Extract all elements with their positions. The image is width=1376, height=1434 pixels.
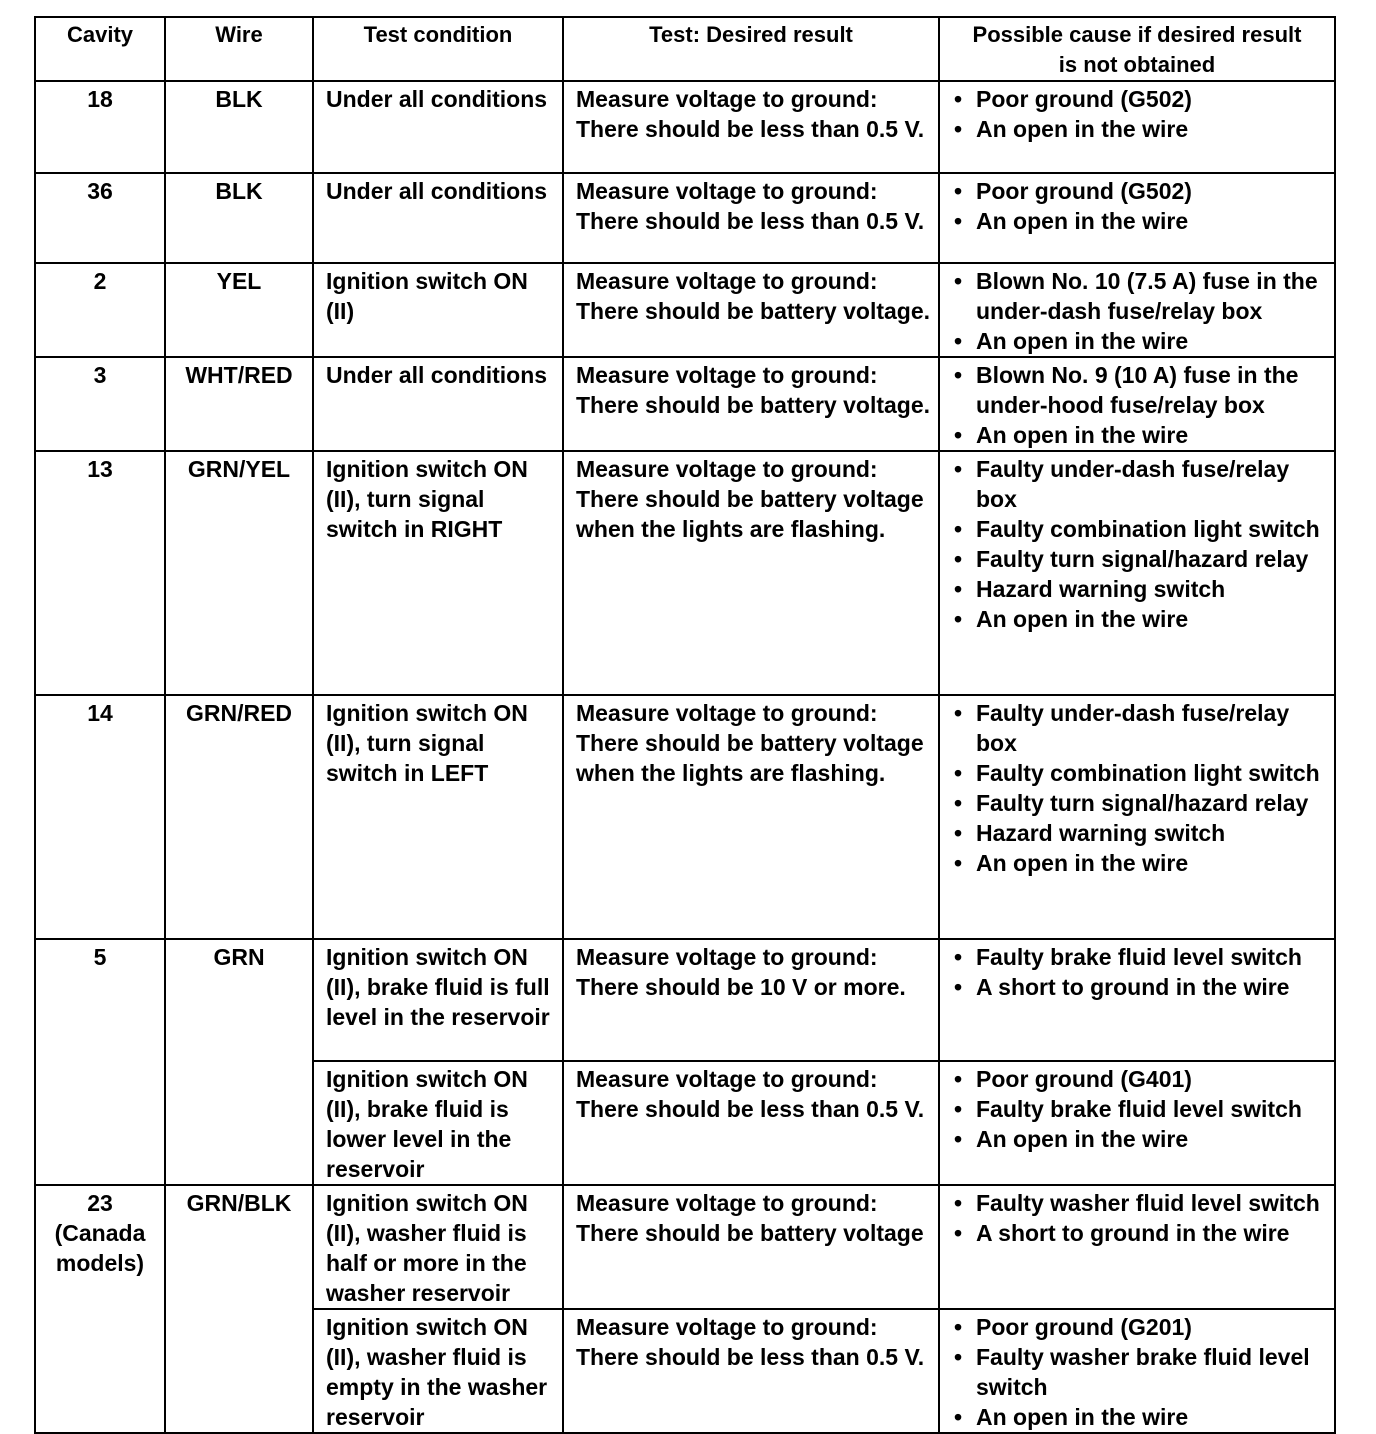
result-cell: Measure voltage to ground: There should be less than 0.5 V. xyxy=(563,1061,939,1185)
wire-cell: GRN/RED xyxy=(165,695,313,939)
result-cell: Measure voltage to ground: There should be less than 0.5 V. xyxy=(563,173,939,263)
cavity-cell xyxy=(35,1185,165,1433)
header-wire: Wire xyxy=(165,17,313,81)
result-cell: Measure voltage to ground: There should be battery voltage when the lights are flashing. xyxy=(563,451,939,695)
header-cavity: Cavity xyxy=(35,17,165,81)
wire-cell: BLK xyxy=(165,173,313,263)
cause-item: • An open in the wire xyxy=(950,1124,1328,1154)
condition-cell: Ignition switch ON (II), brake fluid is lower level in the reservoir xyxy=(313,1061,563,1185)
condition-cell: Ignition switch ON (II) xyxy=(313,263,563,357)
cause-item: • A short to ground in the wire xyxy=(950,1218,1328,1248)
cause-item: • An open in the wire xyxy=(950,114,1328,144)
header-possible-cause xyxy=(939,17,1335,81)
condition-cell: Ignition switch ON (II), turn signal switch in LEFT xyxy=(313,695,563,939)
cavity-number: 23 xyxy=(87,1190,113,1216)
cause-item: • Hazard warning switch xyxy=(950,818,1328,848)
causes-cell xyxy=(939,451,1335,695)
wire-cell: YEL xyxy=(165,263,313,357)
wire-cell: GRN/YEL xyxy=(165,451,313,695)
causes-cell xyxy=(939,173,1335,263)
causes-cell xyxy=(939,1309,1335,1433)
cause-item: • Blown No. 9 (10 A) fuse in the under-hood fuse/relay box xyxy=(950,360,1328,420)
table-row xyxy=(35,263,1335,357)
cause-item: • An open in the wire xyxy=(950,604,1328,634)
cause-item: • Faulty turn signal/hazard relay xyxy=(950,544,1328,574)
cavity-cell: 13 xyxy=(35,451,165,695)
cause-item: • Faulty under-dash fuse/relay box xyxy=(950,454,1328,514)
cause-item: • An open in the wire xyxy=(950,326,1328,356)
wire-cell: GRN/BLK xyxy=(165,1185,313,1433)
cause-item: • Faulty combination light switch xyxy=(950,758,1328,788)
cause-item: • Faulty turn signal/hazard relay xyxy=(950,788,1328,818)
cavity-note: (Canada models) xyxy=(54,1220,146,1276)
cause-item: • Poor ground (G201) xyxy=(950,1312,1328,1342)
cause-item: • An open in the wire xyxy=(950,420,1328,450)
wire-cell: WHT/RED xyxy=(165,357,313,451)
cause-list xyxy=(950,266,1328,356)
result-cell: Measure voltage to ground: There should be less than 0.5 V. xyxy=(563,81,939,173)
cause-item: • Faulty combination light switch xyxy=(950,514,1328,544)
cause-list xyxy=(950,1312,1328,1432)
cause-list xyxy=(950,1064,1328,1154)
result-cell: Measure voltage to ground: There should be battery voltage when the lights are flashing. xyxy=(563,695,939,939)
cause-list xyxy=(950,360,1328,450)
cavity-cell: 3 xyxy=(35,357,165,451)
condition-cell: Ignition switch ON (II), washer fluid is empty in the washer reservoir xyxy=(313,1309,563,1433)
header-desired-result: Test: Desired result xyxy=(563,17,939,81)
cause-item: • Poor ground (G401) xyxy=(950,1064,1328,1094)
condition-cell: Under all conditions xyxy=(313,81,563,173)
cause-item: • An open in the wire xyxy=(950,206,1328,236)
result-cell: Measure voltage to ground: There should be battery voltage xyxy=(563,1185,939,1309)
cause-item: • An open in the wire xyxy=(950,848,1328,878)
condition-cell: Under all conditions xyxy=(313,357,563,451)
result-cell: Measure voltage to ground: There should be less than 0.5 V. xyxy=(563,1309,939,1433)
causes-cell xyxy=(939,695,1335,939)
cause-item: • Blown No. 10 (7.5 A) fuse in the under-dash fuse/relay box xyxy=(950,266,1328,326)
cause-item: • Faulty brake fluid level switch xyxy=(950,1094,1328,1124)
cause-item: • Faulty brake fluid level switch xyxy=(950,942,1328,972)
result-cell: Measure voltage to ground: There should be battery voltage. xyxy=(563,357,939,451)
cause-item: • Poor ground (G502) xyxy=(950,176,1328,206)
cavity-cell: 36 xyxy=(35,173,165,263)
table-row xyxy=(35,939,1335,1061)
cause-item: • Faulty washer fluid level switch xyxy=(950,1188,1328,1218)
header-test-condition: Test condition xyxy=(313,17,563,81)
causes-cell xyxy=(939,1061,1335,1185)
table-row xyxy=(35,695,1335,939)
table-row xyxy=(35,81,1335,173)
header-row xyxy=(35,17,1335,81)
wire-cell: BLK xyxy=(165,81,313,173)
cause-list xyxy=(950,942,1328,1002)
causes-cell xyxy=(939,1185,1335,1309)
wire-cell: GRN xyxy=(165,939,313,1185)
cause-list xyxy=(950,454,1328,634)
condition-cell: Ignition switch ON (II), washer fluid is half or more in the washer reservoir xyxy=(313,1185,563,1309)
cause-list xyxy=(950,1188,1328,1248)
cause-item: • Faulty washer brake fluid level switch xyxy=(950,1342,1328,1402)
causes-cell xyxy=(939,357,1335,451)
cause-item: • Poor ground (G502) xyxy=(950,84,1328,114)
cause-item: • An open in the wire xyxy=(950,1402,1328,1432)
result-cell: Measure voltage to ground: There should be 10 V or more. xyxy=(563,939,939,1061)
cause-list xyxy=(950,84,1328,144)
causes-cell xyxy=(939,939,1335,1061)
cause-item: • Faulty under-dash fuse/relay box xyxy=(950,698,1328,758)
table-row xyxy=(35,357,1335,451)
table-row xyxy=(35,1185,1335,1309)
table-row xyxy=(35,451,1335,695)
cause-list xyxy=(950,698,1328,878)
causes-cell xyxy=(939,263,1335,357)
cause-item: • Hazard warning switch xyxy=(950,574,1328,604)
cavity-cell: 2 xyxy=(35,263,165,357)
table-row xyxy=(35,173,1335,263)
cavity-cell: 5 xyxy=(35,939,165,1185)
header-possible-cause-line2: is not obtained xyxy=(1058,52,1216,77)
connector-test-table xyxy=(34,16,1336,1434)
header-possible-cause-line1: Possible cause if desired result xyxy=(972,22,1302,47)
condition-cell: Under all conditions xyxy=(313,173,563,263)
causes-cell xyxy=(939,81,1335,173)
cause-item: • A short to ground in the wire xyxy=(950,972,1328,1002)
condition-cell: Ignition switch ON (II), brake fluid is full level in the reservoir xyxy=(313,939,563,1061)
cavity-cell: 18 xyxy=(35,81,165,173)
cause-list xyxy=(950,176,1328,236)
condition-cell: Ignition switch ON (II), turn signal switch in RIGHT xyxy=(313,451,563,695)
cavity-cell: 14 xyxy=(35,695,165,939)
result-cell: Measure voltage to ground: There should be battery voltage. xyxy=(563,263,939,357)
